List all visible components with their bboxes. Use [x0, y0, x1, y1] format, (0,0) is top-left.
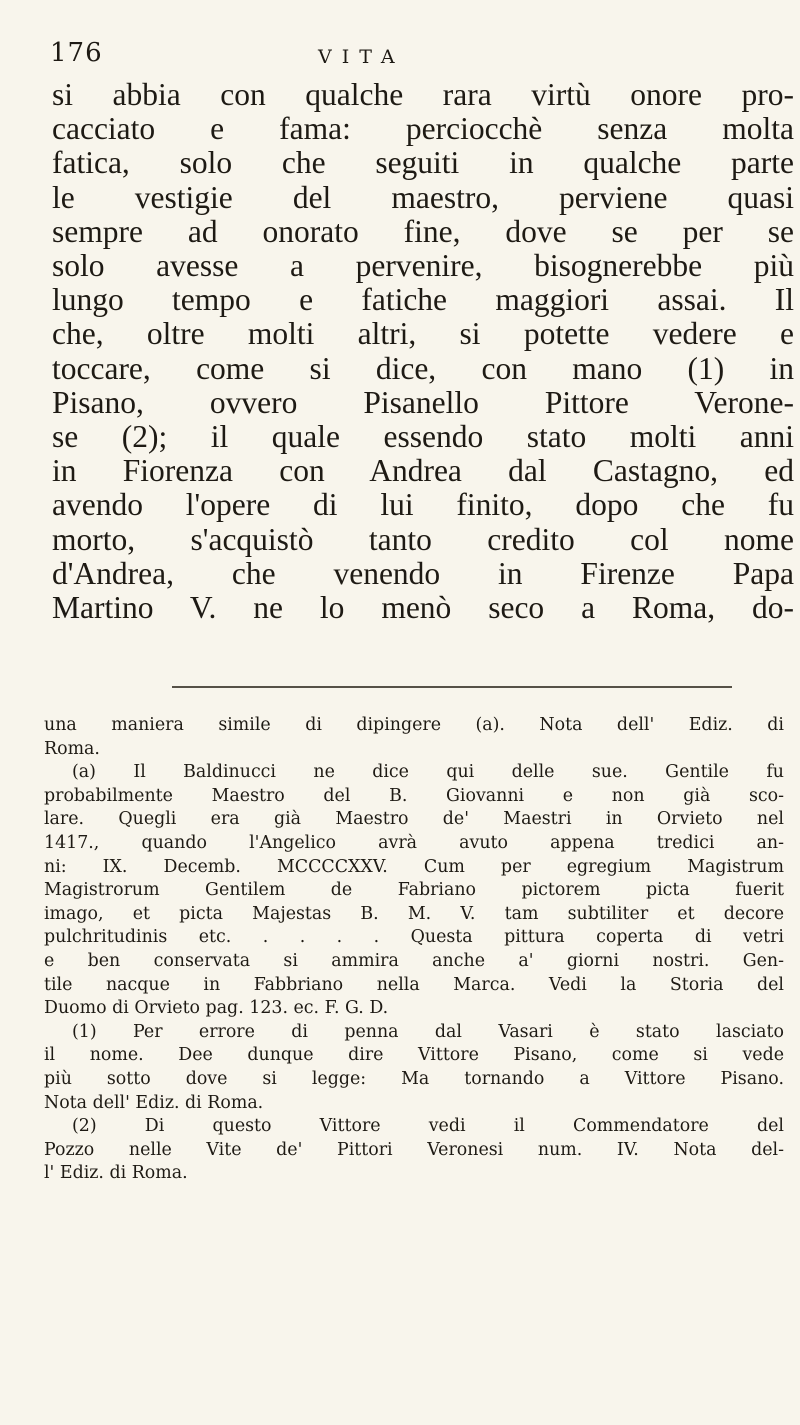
footnote-line: ni: IX. Decemb. MCCCCXXV. Cum per egregium Magistrum [44, 856, 784, 877]
footnote-line: l' Ediz. di Roma. [44, 1163, 188, 1184]
text-line: si abbia con qualche rara virtù onore pro- [52, 77, 794, 112]
footnote-line: (2) Di questo Vittore vedi il Commendatore del [72, 1116, 784, 1137]
footnote-line: pulchritudinis etc. . . . . Questa pittura coperta di vetri [44, 927, 784, 948]
running-title: VITA [318, 46, 405, 68]
text-line: avendo l'opere di lui finito, dopo che fu [52, 487, 794, 523]
footnote-line: Pozzo nelle Vite de' Pittori Veronesi num. IV. Nota del- [44, 1139, 784, 1160]
text-line: solo avesse a pervenire, bisognerebbe più [52, 248, 794, 284]
text-line: se (2); il quale essendo stato molti anni [52, 419, 794, 455]
footnote-line: Duomo di Orvieto pag. 123. ec. F. G. D. [44, 998, 389, 1019]
text-line: morto, s'acquistò tanto credito col nome [52, 521, 794, 557]
text-line: le vestigie del maestro, perviene quasi [52, 179, 794, 215]
footnote-line: Magistrorum Gentilem de Fabriano pictorem picta fuerit [44, 880, 784, 901]
text-line: Pisano, ovvero Pisanello Pittore Verone- [52, 384, 794, 420]
footnote-line: 1417., quando l'Angelico avrà avuto appena tredici an- [44, 832, 784, 853]
text-line: d'Andrea, che venendo in Firenze Papa [52, 555, 794, 591]
footnote-line: lare. Quegli era già Maestro de' Maestri in Orvieto nel [44, 809, 784, 830]
footnote-line: probabilmente Maestro del B. Giovanni e non già sco- [44, 785, 784, 806]
main-text [52, 78, 794, 625]
text-line: sempre ad onorato fine, dove se per se [52, 213, 794, 249]
footnote-line: una maniera simile di dipingere (a). Nota dell' Ediz. di [44, 715, 784, 735]
text-line: Martino V. ne lo menò seco a Roma, do- [52, 590, 794, 626]
text-line: fatica, solo che seguiti in qualche parte [52, 145, 794, 181]
footnote-line: imago, et picta Majestas B. M. V. tam subtiliter et decore [44, 903, 784, 924]
text-line: toccare, come si dice, con mano (1) in [52, 350, 794, 386]
footnote-line: e ben conservata si ammira anche a' giorni nostri. Gen- [44, 950, 784, 971]
footnotes [44, 714, 784, 1186]
page-number: 176 [50, 38, 103, 68]
footnote-line: tile nacque in Fabbriano nella Marca. Vedi la Storia del [44, 974, 784, 995]
footnote-line: Nota dell' Ediz. di Roma. [44, 1092, 264, 1113]
footnote-divider [172, 686, 732, 688]
running-head [50, 38, 750, 78]
text-line: che, oltre molti altri, si potette vedere e [52, 316, 794, 352]
text-line: in Fiorenza con Andrea dal Castagno, ed [52, 453, 794, 489]
text-line: lungo tempo e fatiche maggiori assai. Il [52, 282, 794, 318]
footnote-line: Roma. [44, 738, 100, 759]
footnote-line: (1) Per errore di penna dal Vasari è stato lasciato [72, 1021, 784, 1042]
text-line: cacciato e fama: perciocchè senza molta [52, 111, 794, 147]
footnote-line: (a) Il Baldinucci ne dice qui delle sue. Gentile fu [72, 762, 784, 783]
footnote-line: più sotto dove si legge: Ma tornando a Vittore Pisano. [44, 1068, 784, 1089]
footnote-line: il nome. Dee dunque dire Vittore Pisano, come si vede [44, 1045, 784, 1066]
